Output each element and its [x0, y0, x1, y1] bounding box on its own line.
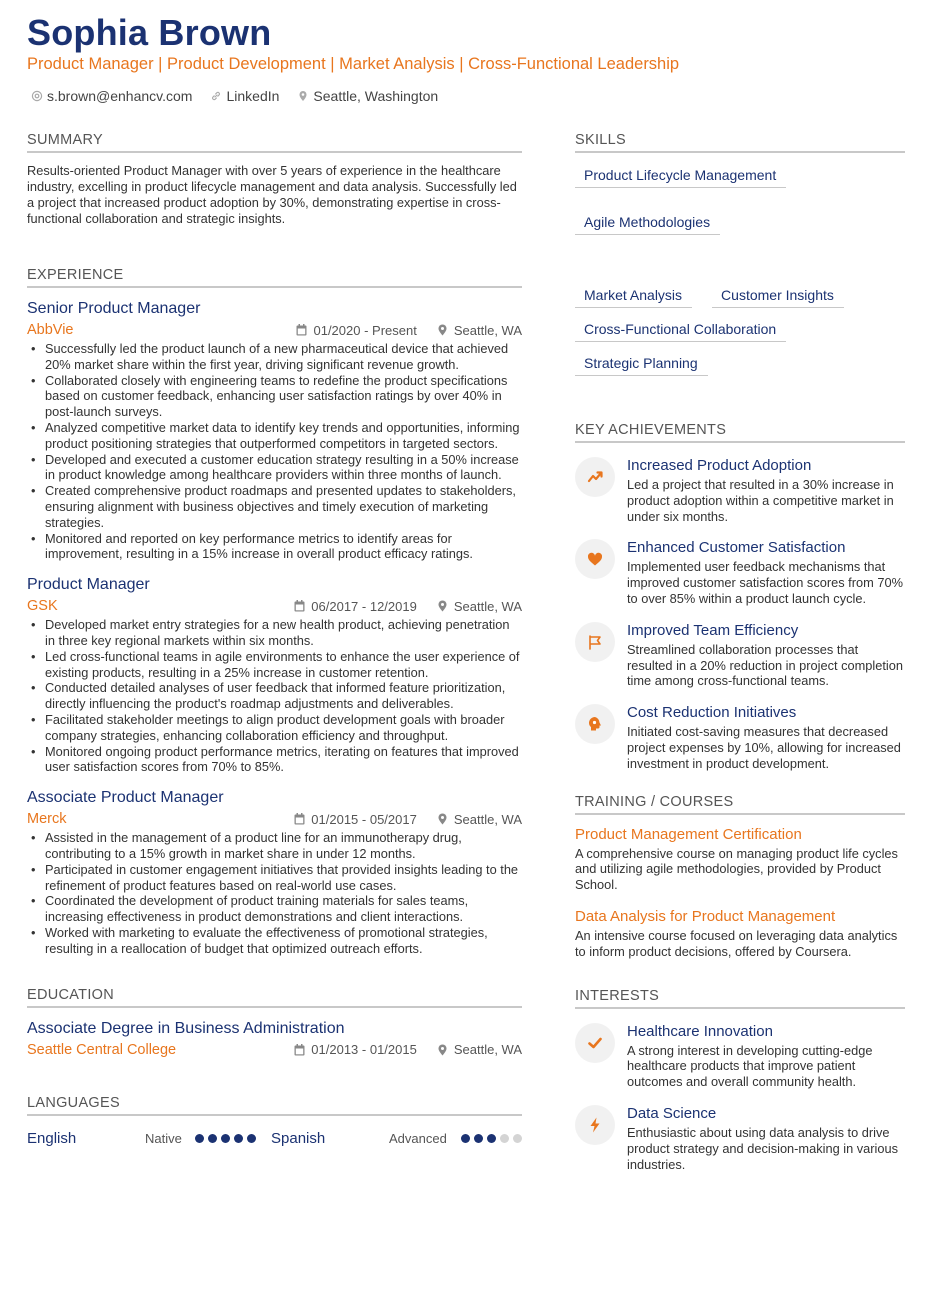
job-location: Seattle, WA: [437, 599, 522, 614]
language-rating: [461, 1134, 522, 1143]
job-meta: [27, 598, 522, 614]
heart-icon: [586, 550, 604, 568]
candidate-name: Sophia Brown: [27, 12, 272, 53]
calendar-icon: [296, 324, 307, 336]
degree-title: Associate Degree in Business Administration: [27, 1019, 345, 1037]
link-icon: [210, 90, 222, 102]
achievement-item: [575, 539, 905, 606]
left-column: [27, 132, 522, 1147]
training-heading: TRAINING / COURSES: [575, 794, 905, 815]
achievements-list: [575, 457, 905, 772]
language-item: [271, 1130, 522, 1147]
skill-tag: Strategic Planning: [575, 355, 708, 376]
bullet-item: • Assisted in the management of a product line for an immunotherapy drug, contributing to a 15% growth in market share in under 12 months.: [27, 830, 522, 862]
course-title: Product Management Certification: [575, 825, 802, 843]
bullet-item: • Monitored and reported on key performance metrics to identify areas for improvement, resulting in a 15% increase in overall product efficacy ratings.: [27, 531, 522, 563]
languages-heading: LANGUAGES: [27, 1095, 522, 1116]
job-title: Associate Product Manager: [27, 789, 224, 807]
bullet-item: • Successfully led the product launch of a new pharmaceutical device that achieved 20% market share within the first year, driving significant revenue growth.: [27, 341, 522, 373]
interest-desc: Enthusiastic about using data analysis to drive product strategy and decision-making in various industries.: [627, 1124, 899, 1172]
bullet-item: • Monitored ongoing product performance metrics, iterating on features that improved user satisfaction scores from 70% to 85%.: [27, 744, 522, 776]
lightning-icon: [586, 1116, 604, 1134]
interest-title: Healthcare Innovation: [627, 1022, 773, 1040]
experience-heading: EXPERIENCE: [27, 267, 522, 288]
calendar-icon: [294, 600, 305, 612]
interest-title: Data Science: [627, 1104, 717, 1122]
education-location: Seattle, WA: [437, 1042, 522, 1057]
rating-dot-filled: [474, 1134, 483, 1143]
location-pin-icon: [297, 90, 309, 102]
rating-dot-filled: [247, 1134, 256, 1143]
experience-entry: [27, 789, 522, 956]
brain-icon: [586, 715, 604, 733]
bullet-item: • Participated in customer engagement initiatives that provided insights leading to the refinement of product features based on real-world use cases.: [27, 862, 522, 894]
check-icon: [586, 1034, 604, 1052]
language-level: Native: [145, 1130, 182, 1146]
course-title: Data Analysis for Product Management: [575, 907, 836, 925]
contact-bar: [31, 88, 438, 104]
job-dates: 06/2017 - 12/2019: [294, 599, 417, 614]
skill-tag: Market Analysis: [575, 287, 692, 308]
achievements-heading: KEY ACHIEVEMENTS: [575, 422, 905, 443]
rating-dot-empty: [513, 1134, 522, 1143]
course-item: [575, 826, 905, 893]
interests-heading: INTERESTS: [575, 988, 905, 1009]
experience-entry: [27, 576, 522, 775]
education-heading: EDUCATION: [27, 987, 522, 1008]
job-title: Senior Product Manager: [27, 300, 201, 317]
skill-tag: Customer Insights: [712, 287, 844, 308]
job-location: Seattle, WA: [437, 812, 522, 827]
flag-icon: [586, 633, 604, 651]
job-title: Product Manager: [27, 576, 150, 594]
achievement-desc: Led a project that resulted in a 30% increase in product adoption within a competitive market in under six months.: [627, 477, 894, 524]
bullet-item: • Facilitated stakeholder meetings to align product development goals with broader company strategies, enhancing collaboration efficiency and throughput.: [27, 712, 522, 744]
bullet-item: • Developed and executed a customer education strategy resulting in a 50% increase in product knowledge among healthcare providers within three months of launch.: [27, 452, 522, 484]
interest-desc: A strong interest in developing cutting-edge healthcare products that improve patient outcomes and overall community health.: [627, 1042, 873, 1090]
linkedin-text: LinkedIn: [226, 88, 280, 104]
experience-entry: [27, 300, 522, 562]
education-entry: [27, 1020, 522, 1058]
right-column: [575, 132, 905, 1187]
job-bullets: [27, 341, 522, 562]
calendar-icon: [294, 813, 305, 825]
company-name: GSK: [27, 598, 58, 615]
job-dates: 01/2020 - Present: [296, 323, 416, 338]
bullet-item: • Collaborated closely with engineering teams to redefine the product specifications based on customer feedback, enhancing user satisfaction ratings by over 40% in post-launch surveys.: [27, 373, 522, 420]
skills-list: [575, 165, 905, 376]
skills-heading: SKILLS: [575, 132, 905, 153]
job-dates: 01/2015 - 05/2017: [294, 812, 417, 827]
achievement-title: Improved Team Efficiency: [627, 621, 799, 639]
company-name: Merck: [27, 811, 67, 828]
job-location: Seattle, WA: [437, 323, 522, 338]
location-pin-icon: [437, 324, 448, 336]
bullet-item: • Conducted detailed analyses of user feedback that informed feature prioritization, directly influencing the product's roadmap adjustments and deliverables.: [27, 680, 522, 712]
rating-dot-filled: [487, 1134, 496, 1143]
school-name: Seattle Central College: [27, 1041, 177, 1058]
language-item: [27, 1130, 271, 1147]
job-meta: [27, 322, 522, 338]
achievement-item: [575, 704, 905, 771]
bullet-item: • Worked with marketing to evaluate the effectiveness of promotional strategies, resulting in a reallocation of budget that optimized outreach efforts.: [27, 925, 522, 957]
achievement-desc: Streamlined collaboration processes that resulted in a 20% reduction in project completion time among cross-functional teams.: [627, 641, 904, 689]
company-name: AbbVie: [27, 322, 74, 338]
contact-linkedin[interactable]: [210, 88, 279, 104]
rating-dot-filled: [195, 1134, 204, 1143]
bullet-item: • Analyzed competitive market data to identify key trends and opportunities, informing product positioning strategies that outperformed competitors in targeted sectors.: [27, 420, 522, 452]
achievement-title: Enhanced Customer Satisfaction: [627, 539, 846, 557]
skill-tag: Agile Methodologies: [575, 214, 720, 235]
languages-list: [27, 1130, 522, 1147]
contact-location: [297, 88, 438, 104]
course-desc: A comprehensive course on managing product life cycles and utilizing agile methodologies, provided by Product School.: [575, 845, 898, 893]
course-desc: An intensive course focused on leveraging data analytics to inform product decisions, offered by Coursera.: [575, 927, 898, 959]
location-pin-icon: [437, 1044, 448, 1056]
location-pin-icon: [437, 813, 448, 825]
skill-tag: Product Lifecycle Management: [575, 167, 786, 188]
bullet-item: • Developed market entry strategies for a new health product, achieving penetration in three key regional markets within six months.: [27, 617, 522, 649]
course-item: [575, 908, 905, 960]
calendar-icon: [294, 1044, 305, 1056]
experience-list: [27, 300, 522, 957]
location-text: Seattle, Washington: [313, 88, 439, 104]
summary-text: Results-oriented Product Manager with over 5 years of experience in the healthcare industry, excelling in product lifecycle management and data analysis. Successfully led a project that increased product adoption by 30%, demonstrating expertise in cross-functional collaboration and strategic insights.: [27, 163, 517, 226]
education-meta: [27, 1042, 522, 1058]
rating-dot-filled: [461, 1134, 470, 1143]
rating-dot-filled: [234, 1134, 243, 1143]
at-icon: [31, 90, 43, 102]
rating-dot-filled: [221, 1134, 230, 1143]
language-rating: [195, 1134, 256, 1143]
language-name: Spanish: [271, 1129, 326, 1147]
achievement-desc: Initiated cost-saving measures that decreased project expenses by 10%, allowing for increased investment in product development.: [627, 724, 901, 771]
achievement-item: [575, 457, 905, 524]
bullet-item: • Coordinated the development of product training materials for sales teams, increasing effectiveness in product demonstrations and client interactions.: [27, 893, 522, 925]
email-text: s.brown@enhancv.com: [47, 88, 193, 104]
rating-dot-filled: [208, 1134, 217, 1143]
interest-item: [575, 1023, 905, 1090]
job-bullets: [27, 617, 522, 775]
headline: Product Manager | Product Development | Market Analysis | Cross-Functional Leadership: [27, 55, 680, 73]
interest-item: [575, 1105, 905, 1172]
job-meta: [27, 811, 522, 827]
bullet-item: • Led cross-functional teams in agile environments to enhance the user experience of existing products, resulting in a 25% increase in customer retention.: [27, 649, 522, 681]
training-list: [575, 826, 905, 960]
summary-heading: SUMMARY: [27, 132, 522, 153]
job-bullets: [27, 830, 522, 956]
contact-email[interactable]: [31, 88, 192, 104]
achievement-item: [575, 622, 905, 689]
location-pin-icon: [437, 600, 448, 612]
rating-dot-empty: [500, 1134, 509, 1143]
education-dates: 01/2013 - 01/2015: [294, 1042, 417, 1057]
achievement-title: Cost Reduction Initiatives: [627, 704, 797, 722]
skill-tag: Cross-Functional Collaboration: [575, 321, 786, 342]
achievement-title: Increased Product Adoption: [627, 457, 812, 474]
bullet-item: • Created comprehensive product roadmaps and presented updates to stakeholders, ensuring alignment with business objectives and timely execution of marketing strategies.: [27, 483, 522, 530]
achievement-desc: Implemented user feedback mechanisms that improved customer satisfaction scores from 70% to over 85% within a product launch cycle.: [627, 559, 903, 606]
chart-arrow-icon: [586, 468, 604, 486]
language-name: English: [27, 1129, 77, 1147]
language-level: Advanced: [389, 1130, 447, 1146]
interests-list: [575, 1023, 905, 1173]
